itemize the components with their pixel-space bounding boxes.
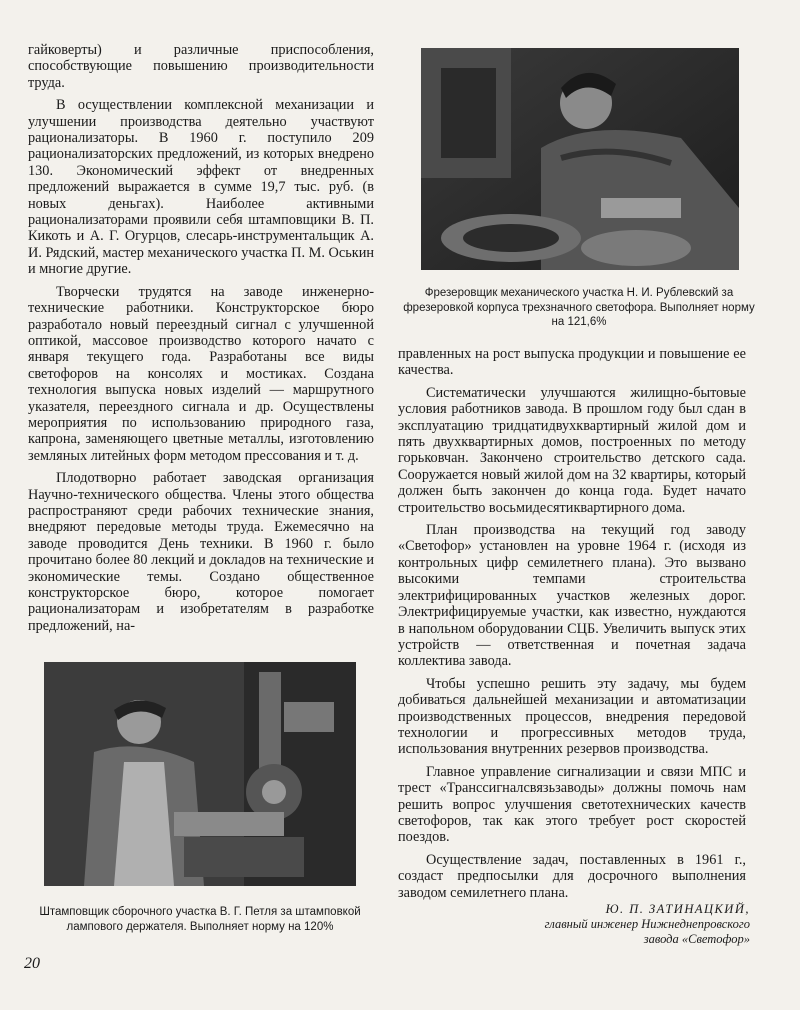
paragraph: Главное управление сигнализации и связи МПС и трест «Транссигналсвязьзаводы» должны помочь нам решить вопрос улучшения светотехнических качеств светофоров, так как этого требует рост скоростей поездов. <box>398 763 746 846</box>
author-name: Ю. П. ЗАТИНАЦКИЙ, <box>605 902 750 916</box>
paragraph: Чтобы успешно решить эту задачу, мы будем добиваться дальнейшей механизации и автоматизации производственных процессов, внедрения передовой технологии и прогрессивных методов труда, использования внутренних резервов производства. <box>398 675 746 758</box>
stamping-worker-photo <box>44 662 356 886</box>
right-column <box>398 346 746 901</box>
paragraph: Систематически улучшаются жилищно-бытовые условия работников завода. В прошлом году был сдан в эксплуатацию тридцатидвухквартирный жилой дом и пять двухквартирных домов, построенных по методу горьковчан. Закончено строительство детского сада. Сооружается новый жилой дом на 32 квартиры, который должен быть закончен до конца года. Будет начато строительство восьмидесятиквартирного дома. <box>398 384 746 516</box>
page-number: 20 <box>24 955 40 972</box>
milling-photo-caption: Фрезеровщик механического участка Н. И. Рублевский за фрезеровкой корпуса трехзначного светофора. Выполняет норму на 121,6% <box>403 287 755 328</box>
paragraph: Плодотворно работает заводская организация Научно-технического общества. Члены этого общества распространяют среди рабочих технические знания, внедряют передовые методы труда. Ежемесячно на заводе проводится День техники. В 1960 г. было прочитано более 80 лекций и докладов на технические и экономические темы. Создано общественное конструкторское бюро, которое помогает рационализаторам и изобретателям в разработке предложений, на- <box>28 470 374 634</box>
stamping-photo-caption: Штамповщик сборочного участка В. Г. Петля за штамповкой лампового держателя. Выполняет норму на 120% <box>39 906 361 933</box>
paragraph: Творчески трудятся на заводе инженерно-технические работники. Конструкторское бюро разработало новый переездный сигнал с улучшенной оптикой, массовое производство которого начато с января текущего года. Разработаны все виды светофоров на консолях и мостиках. Создана технология выпуска новых изделий — маршрутного указателя, переездного сигнала и др. Осуществлены мероприятия по использованию природного газа, капрона, заменяющего цветные металлы, изготовлению земляных литейных форм методом прессования и т. д. <box>28 283 374 464</box>
signature <box>520 902 750 947</box>
paragraph: гайковерты) и различные приспособления, способствующие повышению производительности труда. <box>28 42 374 91</box>
author-title: главный инженер Нижнеднепровского завода «Светофор» <box>544 917 750 946</box>
paragraph: правленных на рост выпуска продукции и повышение ее качества. <box>398 346 746 379</box>
left-column <box>28 42 374 634</box>
paragraph: Осуществление задач, поставленных в 1961 г., создаст предпосылки для досрочного выполнения заводом семилетнего плана. <box>398 851 746 901</box>
paragraph: В осуществлении комплексной механизации и улучшении производства деятельно участвуют рационализаторы. В 1960 г. поступило 209 рационализаторских предложений, из которых внедрено 130. Экономический эффект от внедренных предложений выражается в сумме 19,7 тыс. руб. (в новых деньгах). Наиболее активными рационализаторами проявили себя штамповщики В. П. Кикоть и А. Г. Огурцов, слесарь-инструментальщик А. И. Рядский, мастер механического участка П. М. Оськин и многие другие. <box>28 97 374 278</box>
milling-worker-photo <box>421 48 739 270</box>
paragraph: План производства на текущий год заводу «Светофор» установлен на уровне 1964 г. (исходя из контрольных цифр семилетнего плана). Это вызвано высокими темпами строительства электрифицированных участков железных дорог. Электрифицируемые участки, как известно, нуждаются в напольном оборудовании СЦБ. Увеличить выпуск этих устройств — ответственная и почетная задача коллектива завода. <box>398 522 746 670</box>
